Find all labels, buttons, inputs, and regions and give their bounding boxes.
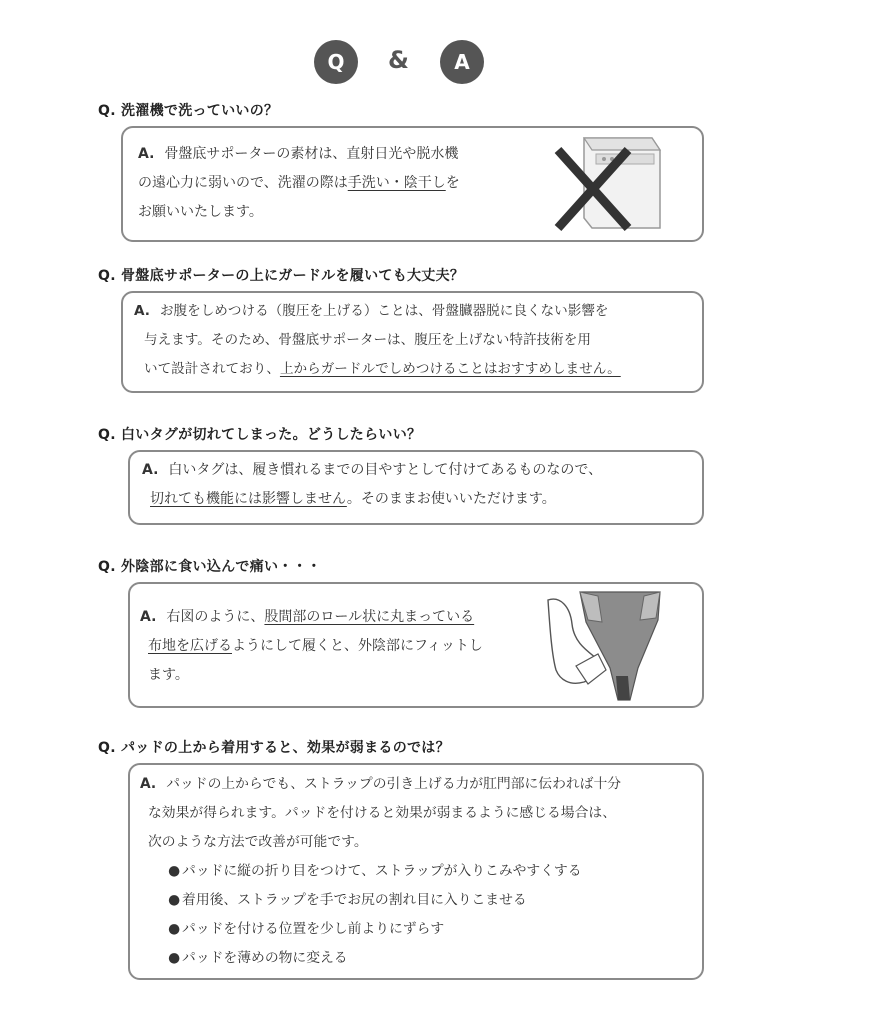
a-marker: A. [134, 303, 150, 319]
question-2: Q. 骨盤底サポーターの上にガードルを履いても大丈夫？ [98, 268, 465, 284]
answer-2: A. お腹をしめつける（腹圧を上げる）ことは、骨盤臓器脱に良くない影響を 与えます。そのため、骨盤底サポーターは、腹圧を上げない特許技術を用 いて設計されており、上からガードルでしめつけることはおすすめしません。 [134, 303, 621, 377]
answer-5: A. パッドの上からでも、ストラップの引き上げる力が肛門部に伝われば十分 な効果が得られます。パッドを付けると効果が弱まるように感じる場合は、 次のような方法で改善が可能です。 ● パッドに縦の折り目をつけて、ストラップが入りこみやすくする ● 着用後、ストラップを手でお尻の割れ目に入りこませる ● パッドを付ける位置を少し前よりにずらす ● パッドを薄めの物に変える [140, 770, 621, 973]
q-badge: Q [314, 40, 358, 84]
a-badge: A [440, 40, 484, 84]
question-3: Q. 白いタグが切れてしまった。どうしたらいい？ [98, 427, 422, 443]
wearing-illustration [540, 590, 670, 702]
ampersand: & [388, 46, 409, 74]
a-marker: A. [140, 609, 157, 625]
answer-4: A. 右図のように、股間部のロール状に丸まっている 布地を広げるようにして履くと、外陰部にフィットし ます。 [140, 609, 483, 683]
a-marker: A. [142, 462, 159, 478]
question-1: Q. 洗濯機で洗っていいの？ [98, 103, 279, 119]
question-5: Q. パッドの上から着用すると、効果が弱まるのでは？ [98, 740, 450, 756]
answer-3: A. 白いタグは、履き慣れるまでの目やすとして付けてあるものなので、 切れても機能には影響しません。そのままお使いいただけます。 [142, 462, 603, 507]
washing-machine-crossed-icon [548, 130, 666, 236]
a-marker: A. [140, 776, 157, 792]
bullet-item: ● パッドに縦の折り目をつけて、ストラップが入りこみやすくする [140, 857, 621, 886]
a-marker: A. [138, 146, 155, 162]
bullet-item: ● 着用後、ストラップを手でお尻の割れ目に入りこませる [140, 886, 621, 915]
question-4: Q. 外陰部に食い込んで痛い・・・ [98, 559, 322, 575]
bullet-item: ● パッドを薄めの物に変える [140, 944, 621, 973]
answer-1: A. 骨盤底サポーターの素材は、直射日光や脱水機 の遠心力に弱いので、洗濯の際は手洗い・陰干しを お願いいたします。 [138, 146, 460, 220]
bullet-item: ● パッドを付ける位置を少し前よりにずらす [140, 915, 621, 944]
